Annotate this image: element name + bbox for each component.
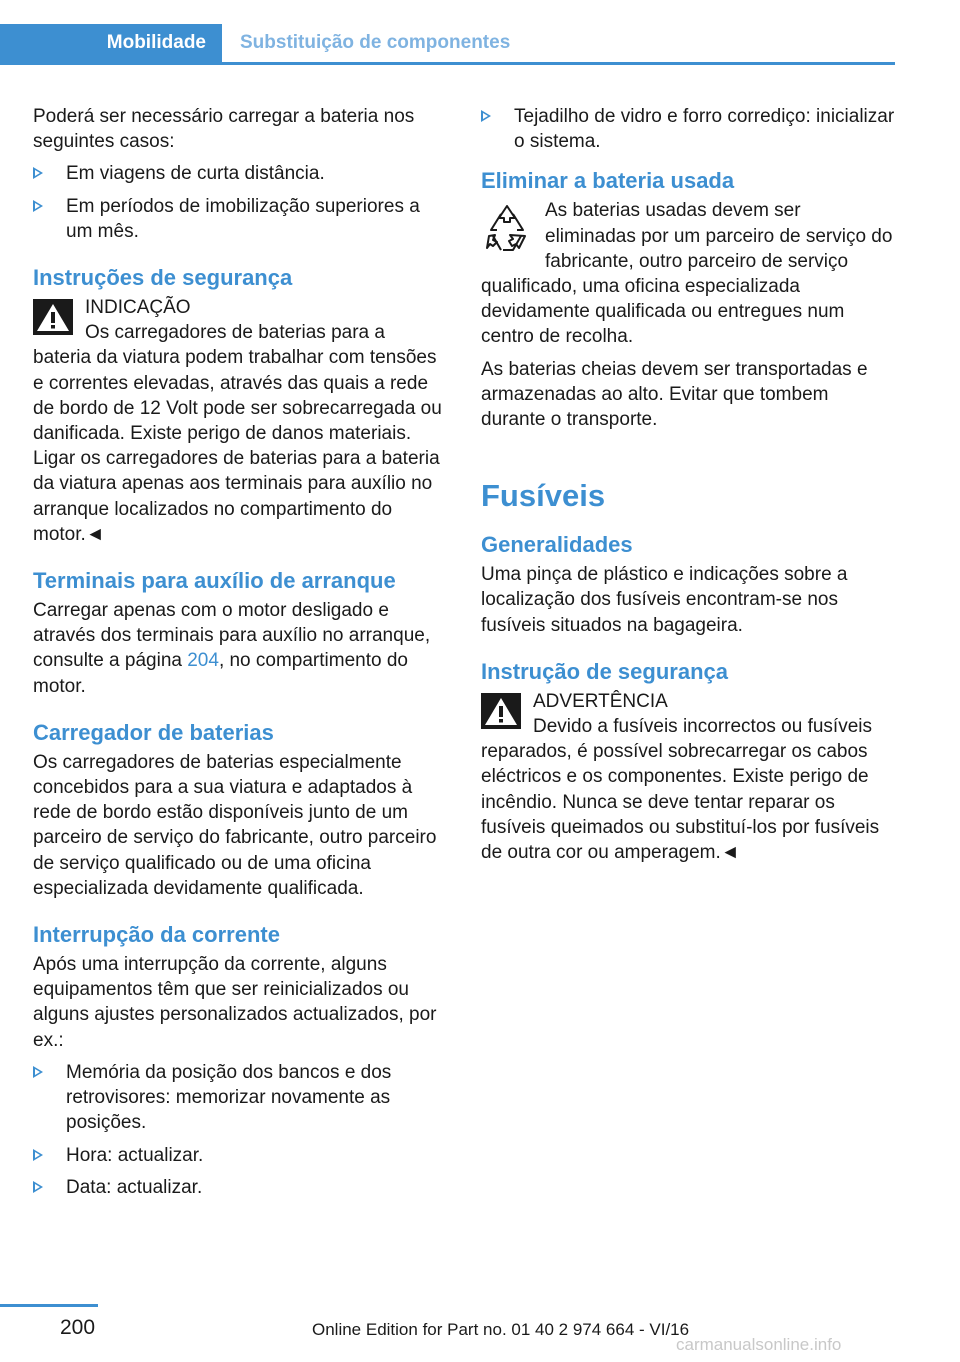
interruption-heading: Interrupção da corrente xyxy=(33,922,280,948)
page-link[interactable]: 204 xyxy=(187,650,219,672)
bullet-triangle-icon xyxy=(33,1149,43,1161)
chapter-tab[interactable]: Substituição de componentes xyxy=(240,32,511,53)
disposal-paragraph-2: As baterias cheias devem ser transportadas e armazenadas ao alto. Evitar que tombem durante o transporte. xyxy=(481,358,868,431)
notice-text: Devido a fusíveis incorrectos ou fusíveis reparados, é possível sobrecarregar os cabos eléctricos e os componentes. Existe perigo de incêndio. Nunca se deve tentar reparar os fusíveis queimados ou substituí-los por fusíveis de outra cor ou amperagem.◄ xyxy=(481,716,880,864)
top-bullet-list xyxy=(481,104,895,154)
safety-heading: Instruções de segurança xyxy=(33,265,293,291)
right-column xyxy=(481,104,895,865)
list-item: Em períodos de imobilização superiores a um mês. xyxy=(33,194,443,244)
general-heading: Generalidades xyxy=(481,532,633,558)
list-item: Hora: actualizar. xyxy=(33,1143,443,1168)
terminals-heading: Terminais para auxílio de arranque xyxy=(33,568,396,594)
left-column xyxy=(33,104,443,1207)
interruption-paragraph: Após uma interrupção da corrente, alguns equipamentos têm que ser reinicializados ou alguns ajustes personalizados actualizados, por ex.: xyxy=(33,954,437,1051)
bullet-triangle-icon xyxy=(481,110,491,122)
watermark: carmanualsonline.info xyxy=(676,1335,842,1354)
intro-paragraph: Poderá ser necessário carregar a bateria nos seguintes casos: xyxy=(33,106,415,153)
notice-label: INDICAÇÃO xyxy=(85,297,191,319)
charger-paragraph: Os carregadores de baterias especialmente concebidos para a sua viatura e adaptados à rede de bordo estão disponíveis junto de um parceiro de serviço do fabricante, outro parceiro de serviço qualificado ou de uma oficina especializada devidamente qualificada. xyxy=(33,751,437,899)
warning-triangle-icon xyxy=(481,693,521,729)
list-item: Data: actualizar. xyxy=(33,1175,443,1200)
bullet-triangle-icon xyxy=(33,1066,43,1078)
list-item: Memória da posição dos bancos e dos retrovisores: memorizar novamente as posições. xyxy=(33,1060,443,1136)
footer-rule xyxy=(0,1304,98,1307)
bullet-triangle-icon xyxy=(33,167,43,179)
fuse-warning-notice xyxy=(481,689,895,865)
page-header xyxy=(0,24,895,65)
charger-heading: Carregador de baterias xyxy=(33,719,274,745)
fuses-heading: Fusíveis xyxy=(481,478,606,514)
section-tab[interactable]: Mobilidade xyxy=(0,24,222,62)
list-item: Tejadilho de vidro e forro corrediço: inicializar o sistema. xyxy=(481,104,895,154)
safety-notice xyxy=(33,295,443,547)
recycling-icon xyxy=(481,202,533,254)
general-paragraph: Uma pinça de plástico e indicações sobre a localização dos fusíveis encontram-se nos fusíveis situados na bagageira. xyxy=(481,564,848,636)
page-number: 200 xyxy=(60,1316,96,1339)
edition-text: Online Edition for Part no. 01 40 2 974 664 - VI/16 xyxy=(312,1320,690,1339)
bullet-triangle-icon xyxy=(33,200,43,212)
list-item: Em viagens de curta distância. xyxy=(33,161,443,186)
interruption-bullet-list xyxy=(33,1060,443,1200)
fuse-safety-heading: Instrução de segurança xyxy=(481,658,728,684)
bullet-triangle-icon xyxy=(33,1181,43,1193)
disposal-text: As baterias usadas devem ser eliminadas por um parceiro de serviço do fabricante, outro parceiro de serviço qualificado, uma oficina especializada devidamente qualificada ou entregues num centro de recolha. xyxy=(481,200,893,348)
disposal-heading: Eliminar a bateria usada xyxy=(481,168,735,194)
warning-triangle-icon xyxy=(33,299,73,335)
notice-label: ADVERTÊNCIA xyxy=(533,690,668,712)
notice-text: Os carregadores de baterias para a bateria da viatura podem trabalhar com tensões e correntes elevadas, através das quais a rede de bordo de 12 Volt pode ser sobrecarregada ou danificada. Existe perigo de danos materiais. Ligar os carregadores de baterias para a bateria da viatura apenas aos terminais para auxílio no arranque localizados no compartimento do motor.◄ xyxy=(33,322,442,545)
terminals-paragraph: Carregar apenas com o motor desligado e através dos terminais para auxílio no arranque, consulte a página 204, no compartimento do motor. xyxy=(33,600,431,697)
intro-bullet-list xyxy=(33,161,443,244)
disposal-notice xyxy=(481,198,895,349)
